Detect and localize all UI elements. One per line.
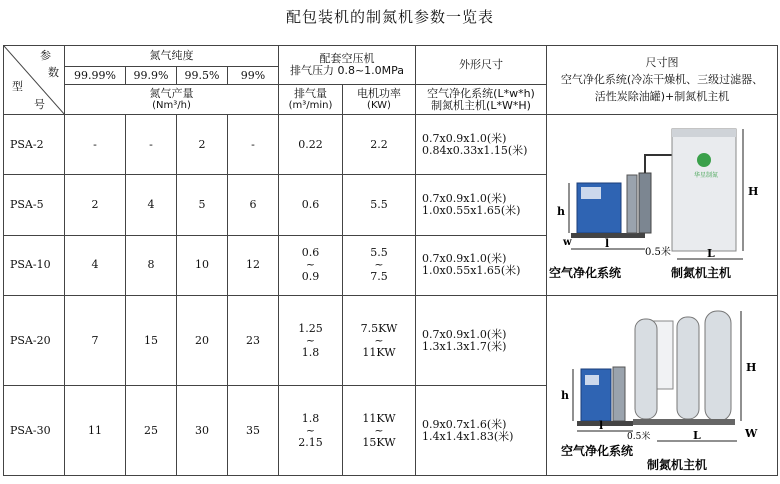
dims-cell [416, 115, 547, 175]
dims-air-label: 空气净化系统(L*w*h) [427, 86, 535, 100]
spec-table [3, 45, 778, 476]
power-min: 11KW [362, 411, 396, 425]
dim-W-label: W [745, 426, 758, 440]
dims-sub-header [416, 85, 547, 115]
dim-H-label: H [746, 360, 757, 374]
figure-cell-2 [547, 296, 778, 476]
range-sep: ~ [305, 333, 316, 347]
dim-host: 1.0x0.55x1.65(米) [422, 264, 521, 278]
corner-label-top2: 数 [48, 66, 59, 79]
power-max: 7.5 [370, 270, 388, 284]
dim-l-label: l [605, 237, 610, 250]
dim-air: 0.9x0.7x1.6(米) [422, 417, 507, 431]
dim-L-label: L [693, 428, 701, 442]
nitrogen-generator-figure-2 [547, 297, 777, 475]
power-min: 7.5KW [360, 321, 398, 335]
purity-header: 氮气纯度 [65, 46, 279, 67]
dims-cell [416, 296, 547, 386]
exhaust-label: 排气量 [294, 86, 327, 100]
exhaust-header [279, 85, 343, 115]
exhaust-min: 1.25 [298, 321, 323, 335]
output-unit: (Nm³/h) [152, 99, 191, 111]
value-cell: 30 [177, 386, 228, 476]
tank-icon [635, 319, 657, 419]
model-cell: PSA-20 [4, 296, 65, 386]
dim-H-label: H [748, 185, 759, 198]
fig2-right-label: 制氮机主机 [647, 457, 708, 472]
dim-air: 0.7x0.9x1.0(米) [422, 191, 507, 205]
gap-label: 0.5米 [627, 431, 651, 442]
purity-999: 99.9% [126, 67, 177, 85]
model-cell: PSA-5 [4, 175, 65, 235]
power-max: 15KW [362, 435, 396, 449]
exhaust-cell [279, 296, 343, 386]
range-sep: ~ [305, 423, 316, 437]
dim-host: 1.3x1.3x1.7(米) [422, 339, 507, 353]
model-cell: PSA-10 [4, 235, 65, 295]
figure-title: 尺寸图 [645, 56, 679, 69]
purity-9999: 99.99% [65, 67, 126, 85]
output-label: 氮气产量 [149, 86, 194, 100]
dim-air: 0.7x0.9x1.0(米) [422, 252, 507, 266]
figure-desc-1: 空气净化系统(冷冻干燥机、三级过滤器、 [560, 73, 764, 86]
tank-icon [705, 311, 731, 421]
value-cell: 4 [65, 235, 126, 295]
value-cell: - [65, 115, 126, 175]
dim-w-label: w [563, 237, 572, 248]
dim-air: 0.7x0.9x1.0(米) [422, 131, 507, 145]
value-cell: 8 [126, 235, 177, 295]
value-cell: 5 [177, 175, 228, 235]
dim-h-label: h [561, 388, 569, 402]
compressor-header [279, 46, 416, 85]
power-cell [343, 296, 416, 386]
dims-cell [416, 175, 547, 235]
power-label: 电机功率 [357, 86, 401, 100]
exhaust-cell [279, 386, 343, 476]
dim-air: 0.7x0.9x1.0(米) [422, 327, 507, 341]
compressor-pressure: 排气压力 0.8~1.0MPa [289, 64, 405, 77]
range-sep: ~ [374, 258, 384, 272]
value-cell: 35 [228, 386, 279, 476]
fig1-left-label: 空气净化系统 [549, 266, 622, 280]
dim-h-label: h [557, 205, 565, 218]
corner-label-top: 参 [40, 49, 51, 62]
power-cell [343, 386, 416, 476]
range-sep: ~ [374, 333, 384, 347]
purity-99: 99% [228, 67, 279, 85]
power-unit: (KW) [367, 99, 391, 111]
exhaust-unit: (m³/min) [288, 99, 333, 111]
model-cell: PSA-30 [4, 386, 65, 476]
figure-header [547, 46, 778, 115]
output-header [65, 85, 279, 115]
dims-host-label: 制氮机主机(L*W*H) [431, 98, 531, 112]
value-cell: - [126, 115, 177, 175]
value-cell: 2 [177, 115, 228, 175]
power-cell: 5.5 [343, 175, 416, 235]
value-cell: 25 [126, 386, 177, 476]
purity-995: 99.5% [177, 67, 228, 85]
value-cell: 15 [126, 296, 177, 386]
table-row [4, 115, 778, 175]
dims-cell [416, 235, 547, 295]
power-cell: 2.2 [343, 115, 416, 175]
dim-L-label: L [707, 247, 715, 260]
nitrogen-generator-figure-1 [547, 115, 777, 295]
power-header [343, 85, 416, 115]
power-min: 5.5 [370, 246, 388, 260]
value-cell: 20 [177, 296, 228, 386]
compressor-title: 配套空压机 [319, 52, 375, 65]
value-cell: 10 [177, 235, 228, 295]
exhaust-cell: 0.22 [279, 115, 343, 175]
value-cell: 12 [228, 235, 279, 295]
range-sep: ~ [374, 423, 384, 437]
figure-cell-1 [547, 115, 778, 296]
fig1-right-label: 制氮机主机 [671, 266, 732, 280]
dim-l-label: l [599, 418, 604, 432]
dims-cell [416, 386, 547, 476]
model-cell: PSA-2 [4, 115, 65, 175]
exhaust-min: 0.6 [301, 246, 320, 260]
dim-host: 0.84x0.33x1.15(米) [422, 143, 528, 157]
power-max: 11KW [362, 345, 396, 359]
page-title: 配包装机的制氮机参数一览表 [285, 8, 494, 26]
value-cell: 7 [65, 296, 126, 386]
range-sep: ~ [305, 258, 316, 272]
cabinet-icon [672, 129, 736, 251]
exhaust-cell [279, 235, 343, 295]
dims-header: 外形尺寸 [416, 46, 547, 85]
gap-label: 0.5米 [645, 247, 671, 258]
fig2-left-label: 空气净化系统 [561, 443, 634, 458]
corner-label-bottom2: 号 [34, 98, 45, 111]
power-cell [343, 235, 416, 295]
exhaust-cell: 0.6 [279, 175, 343, 235]
exhaust-max: 1.8 [301, 345, 320, 359]
value-cell: 2 [65, 175, 126, 235]
value-cell: 11 [65, 386, 126, 476]
exhaust-min: 1.8 [301, 411, 320, 425]
dim-host: 1.4x1.4x1.83(米) [422, 429, 514, 443]
value-cell: 4 [126, 175, 177, 235]
svg-text:华星制氮: 华星制氮 [694, 172, 719, 179]
exhaust-max: 2.15 [298, 435, 323, 449]
value-cell: 6 [228, 175, 279, 235]
figure-desc-2: 活性炭除油罐)+制氮机主机 [594, 90, 730, 103]
dim-host: 1.0x0.55x1.65(米) [422, 203, 521, 217]
value-cell: - [228, 115, 279, 175]
tank-icon [677, 317, 699, 419]
exhaust-max: 0.9 [301, 270, 320, 284]
table-row [4, 296, 778, 386]
corner-cell [4, 46, 65, 115]
corner-label-bottom: 型 [12, 80, 23, 93]
value-cell: 23 [228, 296, 279, 386]
